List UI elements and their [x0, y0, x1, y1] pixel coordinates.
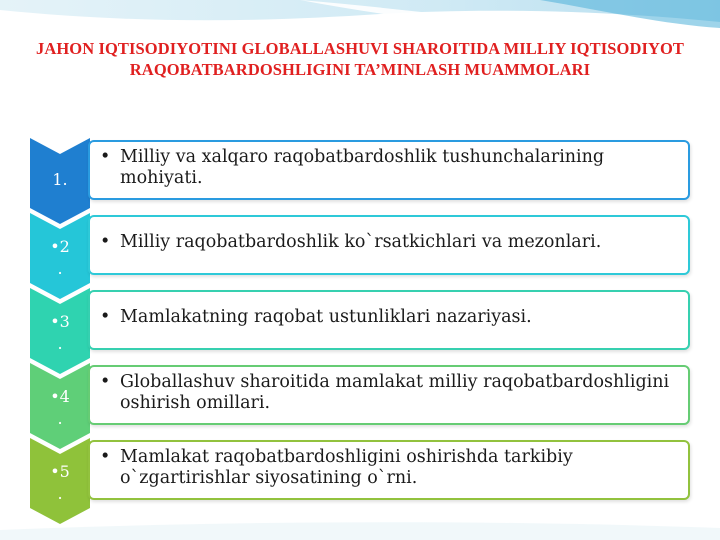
item-box [88, 140, 690, 200]
item-text: Mamlakatning raqobat ustunliklari nazariyasi. [120, 307, 532, 327]
item-text: Milliy raqobatbardoshlik ko`rsatkichlari va mezonlari. [120, 232, 602, 252]
item-number-dot: . [57, 409, 63, 428]
item-text-line [100, 372, 678, 414]
list-item [30, 213, 690, 299]
item-text-line [100, 447, 678, 489]
list-item [30, 363, 690, 449]
item-text-line [100, 147, 678, 189]
item-text: Globallashuv sharoitida mamlakat milliy raqobatbardoshligini oshirish omillari. [120, 372, 670, 413]
item-text: Milliy va xalqaro raqobatbardoshlik tushunchalarining mohiyati. [120, 147, 605, 188]
item-box [88, 440, 690, 500]
bullet-icon: • [100, 147, 111, 167]
item-number-dot: . [57, 259, 63, 278]
list-item [30, 438, 690, 524]
item-box [88, 215, 690, 275]
item-number: 1. [52, 170, 68, 189]
item-box [88, 290, 690, 350]
item-number: •2 [50, 237, 70, 256]
item-text-line [100, 232, 678, 253]
item-number-dot: . [57, 334, 63, 353]
list-item [30, 288, 690, 374]
item-box [88, 365, 690, 425]
list-item [30, 138, 690, 224]
bullet-icon: • [100, 232, 111, 252]
bullet-icon: • [100, 307, 111, 327]
bullet-icon: • [100, 372, 111, 392]
item-number: •4 [50, 387, 70, 406]
bullet-icon: • [100, 447, 111, 467]
item-number-dot: . [57, 484, 63, 503]
item-text-line [100, 307, 678, 328]
slide-title: JAHON IQTISODIYOTINI GLOBALLASHUVI SHAROITIDA MILLIY IQTISODIYOT RAQOBATBARDOSHLIGINI TA’MINLASH MUAMMOLARI [35, 39, 685, 79]
item-text: Mamlakat raqobatbardoshligini oshirishda tarkibiy o`zgartirishlar siyosatining o`rni. [120, 447, 573, 488]
item-number: •5 [50, 462, 70, 481]
item-number: •3 [50, 312, 70, 331]
